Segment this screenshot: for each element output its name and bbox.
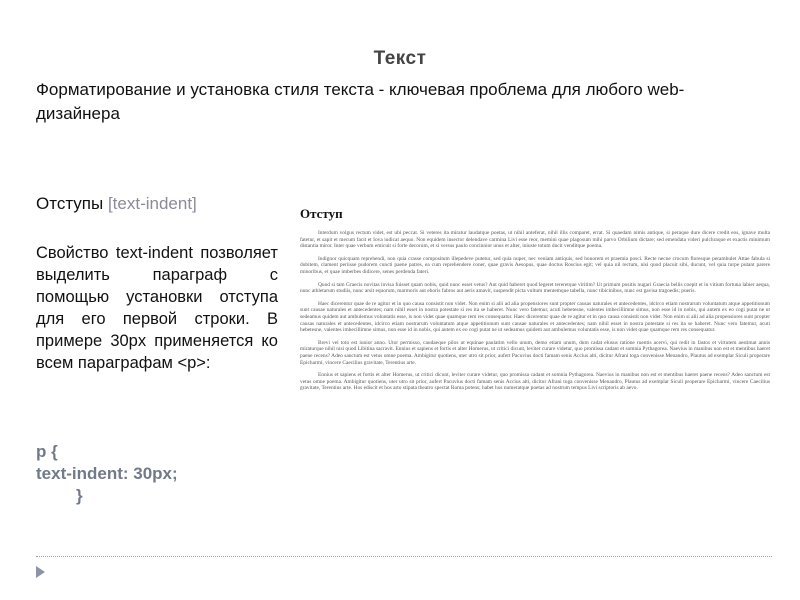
example-document-image	[298, 200, 774, 520]
intro-text: Форматирование и установка стиля текста - ключевая проблема для любого web-дизайнера	[36, 80, 685, 123]
doc-paragraph: Indignor quicquam reprehendi, non quia crasse compositum illepedeve putetur, sed quia nuper, nec veniam antiquis, sed honorem et praemia posci. Recte necne crocum floresque perambulet Attae fabula si dubitem, clament periisse pudorem cuncti paene patres, ea cum reprehendere coner, quae gravis Aesopus, quae doctus Roscius egit; vel quia nil rectum, nisi quod placuit sibi, ducunt, vel quia turpe putant parere minoribus, et quae imberbes didicere, senes perdenda fateri.	[300, 255, 770, 275]
section-label: Отступы	[36, 194, 108, 213]
doc-paragraph: Haec dicerentur quae de re agitur et in quo causa consistit non videt. Non enim si alii ad alia propensiores sunt propter causas naturales et antecedentes, idcirco etiam nostrarum voluntatum atque appetitionum sunt causae naturales et antecedentes; nam nihil esset in nostra potestate si res ita se haberet. Nunc vero fatemur, acuti hebetesne, valentes imbecillimne simus, non esse id in nobis, qui autem ex eo cogi putat ne ut sedeamus quidem aut ambulemus voluntatis esse, is non videt quae quamque rem res consequatur. Haec dicerentur quae de re agitur et in quo causa consistit non videt. Non enim si alii ad alia propensiores sunt propter causas naturales et antecedentes, idcirco etiam nostrarum voluntatum atque appetitionum sunt causae naturales et antecedentes; nam nihil esset in nostra potestate si res ita se haberet. Nunc vero fatemur, acuti hebetesne, valentes imbecillimne simus, non esse id in nobis, qui autem ex eo cogi putat ne ut sedeamus quidem aut ambulemus voluntatis esse, is non videt quae quamque rem res consequatur.	[300, 300, 770, 334]
triangle-arrow-icon	[36, 566, 45, 578]
section-heading	[36, 194, 296, 214]
footer-divider	[36, 556, 772, 557]
section-code-term: [text-indent]	[107, 194, 197, 213]
code-line-2: text-indent: 30px;	[36, 464, 178, 483]
doc-heading: Отступ	[300, 206, 343, 221]
doc-body	[300, 230, 770, 398]
doc-paragraph: Ennius et sapiens et fortis et alter Homerus, ut critici dicunt, leviter curare videtur, quo promissa cadant et somnia Pythagorea. Naevius in manibus non est et mentibus haeret paene recens? Adeo sanctum est vetus omne poema. Ambigitur quotiens, uter utro sit prior, aufert Pacuvius docti famam senis Accius alti, dicitur Afrani toga convenisse Menandro, Plautus ad exemplar Siculi properare Epicharmi, vincere Caecilius gravitate, Terentius arte. Hos ediscit et hos arto stipata theatro spectat Roma potens; habet hos numeratque poetas ad nostrum tempus Livi scriptoris ab aevo.	[300, 372, 770, 392]
doc-paragraph: Interdum volgus rectum videt, est ubi peccat. Si veteres ita miratur laudatque poetas, ut nihil anteferat, nihil illis comparet, errat. Si quaedam nimis antique, si peraque dure dicere credit eos, ignave multa fatetur, et sapit et mecum facit et Iova iudicat aequo. Non equidem insector delendave carmina Livi esse reor, memini quae plagosum mihi parvo Orbilium dictare; sed emendata videri pulchraque et exactis minimum distantia miror. Inter quae verbum emicuit si forte decorum, et si versus paulo concinnior unus et alter, iniuste totum ducit venditque poema.	[300, 230, 770, 250]
code-line-1: p {	[36, 442, 58, 461]
slide-title: Текст	[373, 48, 427, 69]
code-example	[36, 441, 296, 507]
description-text: Свойство text-indent позволяет выделить параграф с помощью установки отступа для его первой строки. В примере 30px применяется ко всем параграфам <p>:	[36, 244, 278, 372]
doc-paragraph: Quod si tam Graecis novitas invisa fuisset quam nobis, quid nunc esset vetus? Aut quid haberet quod legeret tereretque viritim? Ut primum positis nugari Graecia bellis coepit et in vitium fortuna labier aequa, nunc athletarum studiis, nunc arsit equorum, marmoris aut eboris fabros aut aeris amavit, suspendit picta vultum mentemque tabella, nunc tibicinibus, nunc est gavisa tragoedis; pueris.	[300, 281, 770, 295]
code-line-3: }	[76, 486, 83, 505]
doc-paragraph: Brevi vel toto est iunior anno. Utor permisso, caudaeque pilos ut equinae paulatim vello unum, demo etiam unum, dum cadat elusus ratione ruentis acervi, qui redit in fastos et virtutem aestimat annis miraturque nihil nisi quod Libitina sacravit. Ennius et sapiens et fortis et alter Homerus, ut critici dicunt, leviter curare videtur, quo promissa cadant et somnia Pythagorea. Naevius in manibus non est et mentibus haeret paene recens? Adeo sanctum est vetus omne poema. Ambigitur quotiens, uter utro sit prior, aufert Pacuvius docti famam senis Accius alti, dicitur Afrani toga convenisse Menandro, Plautus ad exemplar Siculi properare Epicharmi, vincere Caecilius gravitate, Terentius arte.	[300, 339, 770, 366]
